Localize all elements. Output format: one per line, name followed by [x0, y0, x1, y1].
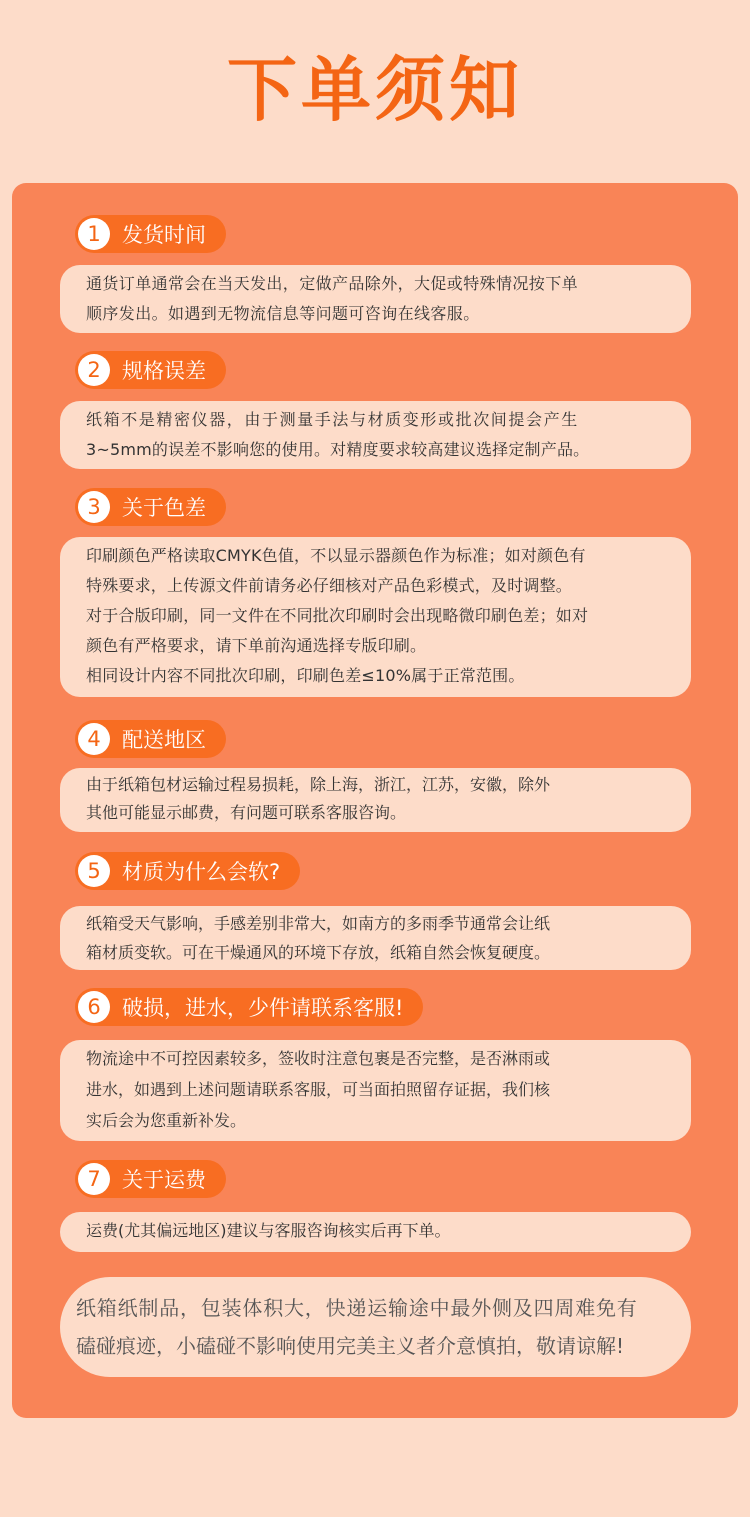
body-line: 运费(尤其偏远地区)建议与客服咨询核实后再下单。 — [86, 1221, 451, 1240]
section-header-size-tolerance — [75, 351, 226, 389]
section-header-label: 破损，进水，少件请联系客服! — [122, 996, 404, 1020]
section-body-color-difference — [60, 537, 691, 697]
section-body-shipping-fee — [60, 1212, 691, 1252]
notice-line: 纸箱纸制品，包装体积大，快递运输途中最外侧及四周难免有 — [76, 1296, 638, 1320]
section-body-delivery-area — [60, 768, 691, 832]
section-number-badge: 4 — [78, 723, 110, 755]
body-line: 特殊要求，上传源文件前请务必仔细核对产品色彩模式，及时调整。 — [86, 576, 573, 595]
body-line: 通货订单通常会在当天发出，定做产品除外，大促或特殊情况按下单 — [86, 274, 579, 293]
section-header-damage-contact — [75, 988, 423, 1026]
page-title: 下单须知 — [227, 49, 523, 131]
section-number-badge: 5 — [78, 855, 110, 887]
section-body-damage-contact — [60, 1040, 691, 1141]
body-line: 对于合版印刷，同一文件在不同批次印刷时会出现略微印刷色差；如对 — [86, 606, 589, 625]
section-number-badge: 6 — [78, 991, 110, 1023]
section-header-label: 配送地区 — [122, 728, 206, 752]
section-header-label: 发货时间 — [122, 223, 206, 247]
body-line: 纸箱不是精密仪器，由于测量手法与材质变形或批次间提会产生 — [86, 410, 579, 429]
body-line: 印刷颜色严格读取CMYK色值，不以显示器颜色作为标准；如对颜色有 — [86, 546, 586, 565]
section-header-label: 关于运费 — [122, 1168, 206, 1192]
section-header-shipping-time — [75, 215, 226, 253]
section-number-badge: 2 — [78, 354, 110, 386]
body-line: 3~5mm的误差不影响您的使用。对精度要求较高建议选择定制产品。 — [86, 440, 590, 459]
body-line: 其他可能显示邮费，有问题可联系客服咨询。 — [86, 803, 407, 822]
section-body-size-tolerance — [60, 401, 691, 469]
section-header-label: 关于色差 — [122, 496, 206, 520]
body-line: 箱材质变软。可在干燥通风的环境下存放，纸箱自然会恢复硬度。 — [86, 943, 551, 962]
section-number-badge: 1 — [78, 218, 110, 250]
packaging-notice — [60, 1277, 691, 1377]
section-number-badge: 7 — [78, 1163, 110, 1195]
body-line: 进水，如遇到上述问题请联系客服，可当面拍照留存证据，我们核 — [86, 1080, 551, 1099]
body-line: 实后会为您重新补发。 — [86, 1111, 247, 1130]
section-number-badge: 3 — [78, 491, 110, 523]
section-header-color-difference — [75, 488, 226, 526]
body-line: 颜色有严格要求，请下单前沟通选择专版印刷。 — [86, 636, 427, 655]
section-header-delivery-area — [75, 720, 226, 758]
section-body-shipping-time — [60, 265, 691, 333]
section-header-label: 规格误差 — [122, 359, 206, 383]
section-header-shipping-fee — [75, 1160, 226, 1198]
notice-line: 磕碰痕迹，小磕碰不影响使用完美主义者介意慎拍，敬请谅解! — [76, 1334, 625, 1358]
body-line: 顺序发出。如遇到无物流信息等问题可咨询在线客服。 — [86, 304, 480, 323]
body-line: 由于纸箱包材运输过程易损耗，除上海，浙江，江苏，安徽，除外 — [86, 775, 551, 794]
body-line: 物流途中不可控因素较多，签收时注意包裹是否完整，是否淋雨或 — [86, 1049, 551, 1068]
body-line: 纸箱受天气影响，手感差别非常大，如南方的多雨季节通常会让纸 — [86, 914, 551, 933]
section-header-label: 材质为什么会软? — [122, 860, 281, 884]
body-line: 相同设计内容不同批次印刷，印刷色差≤10%属于正常范围。 — [86, 666, 525, 685]
section-header-material-soft — [75, 852, 300, 890]
section-body-material-soft — [60, 906, 691, 970]
